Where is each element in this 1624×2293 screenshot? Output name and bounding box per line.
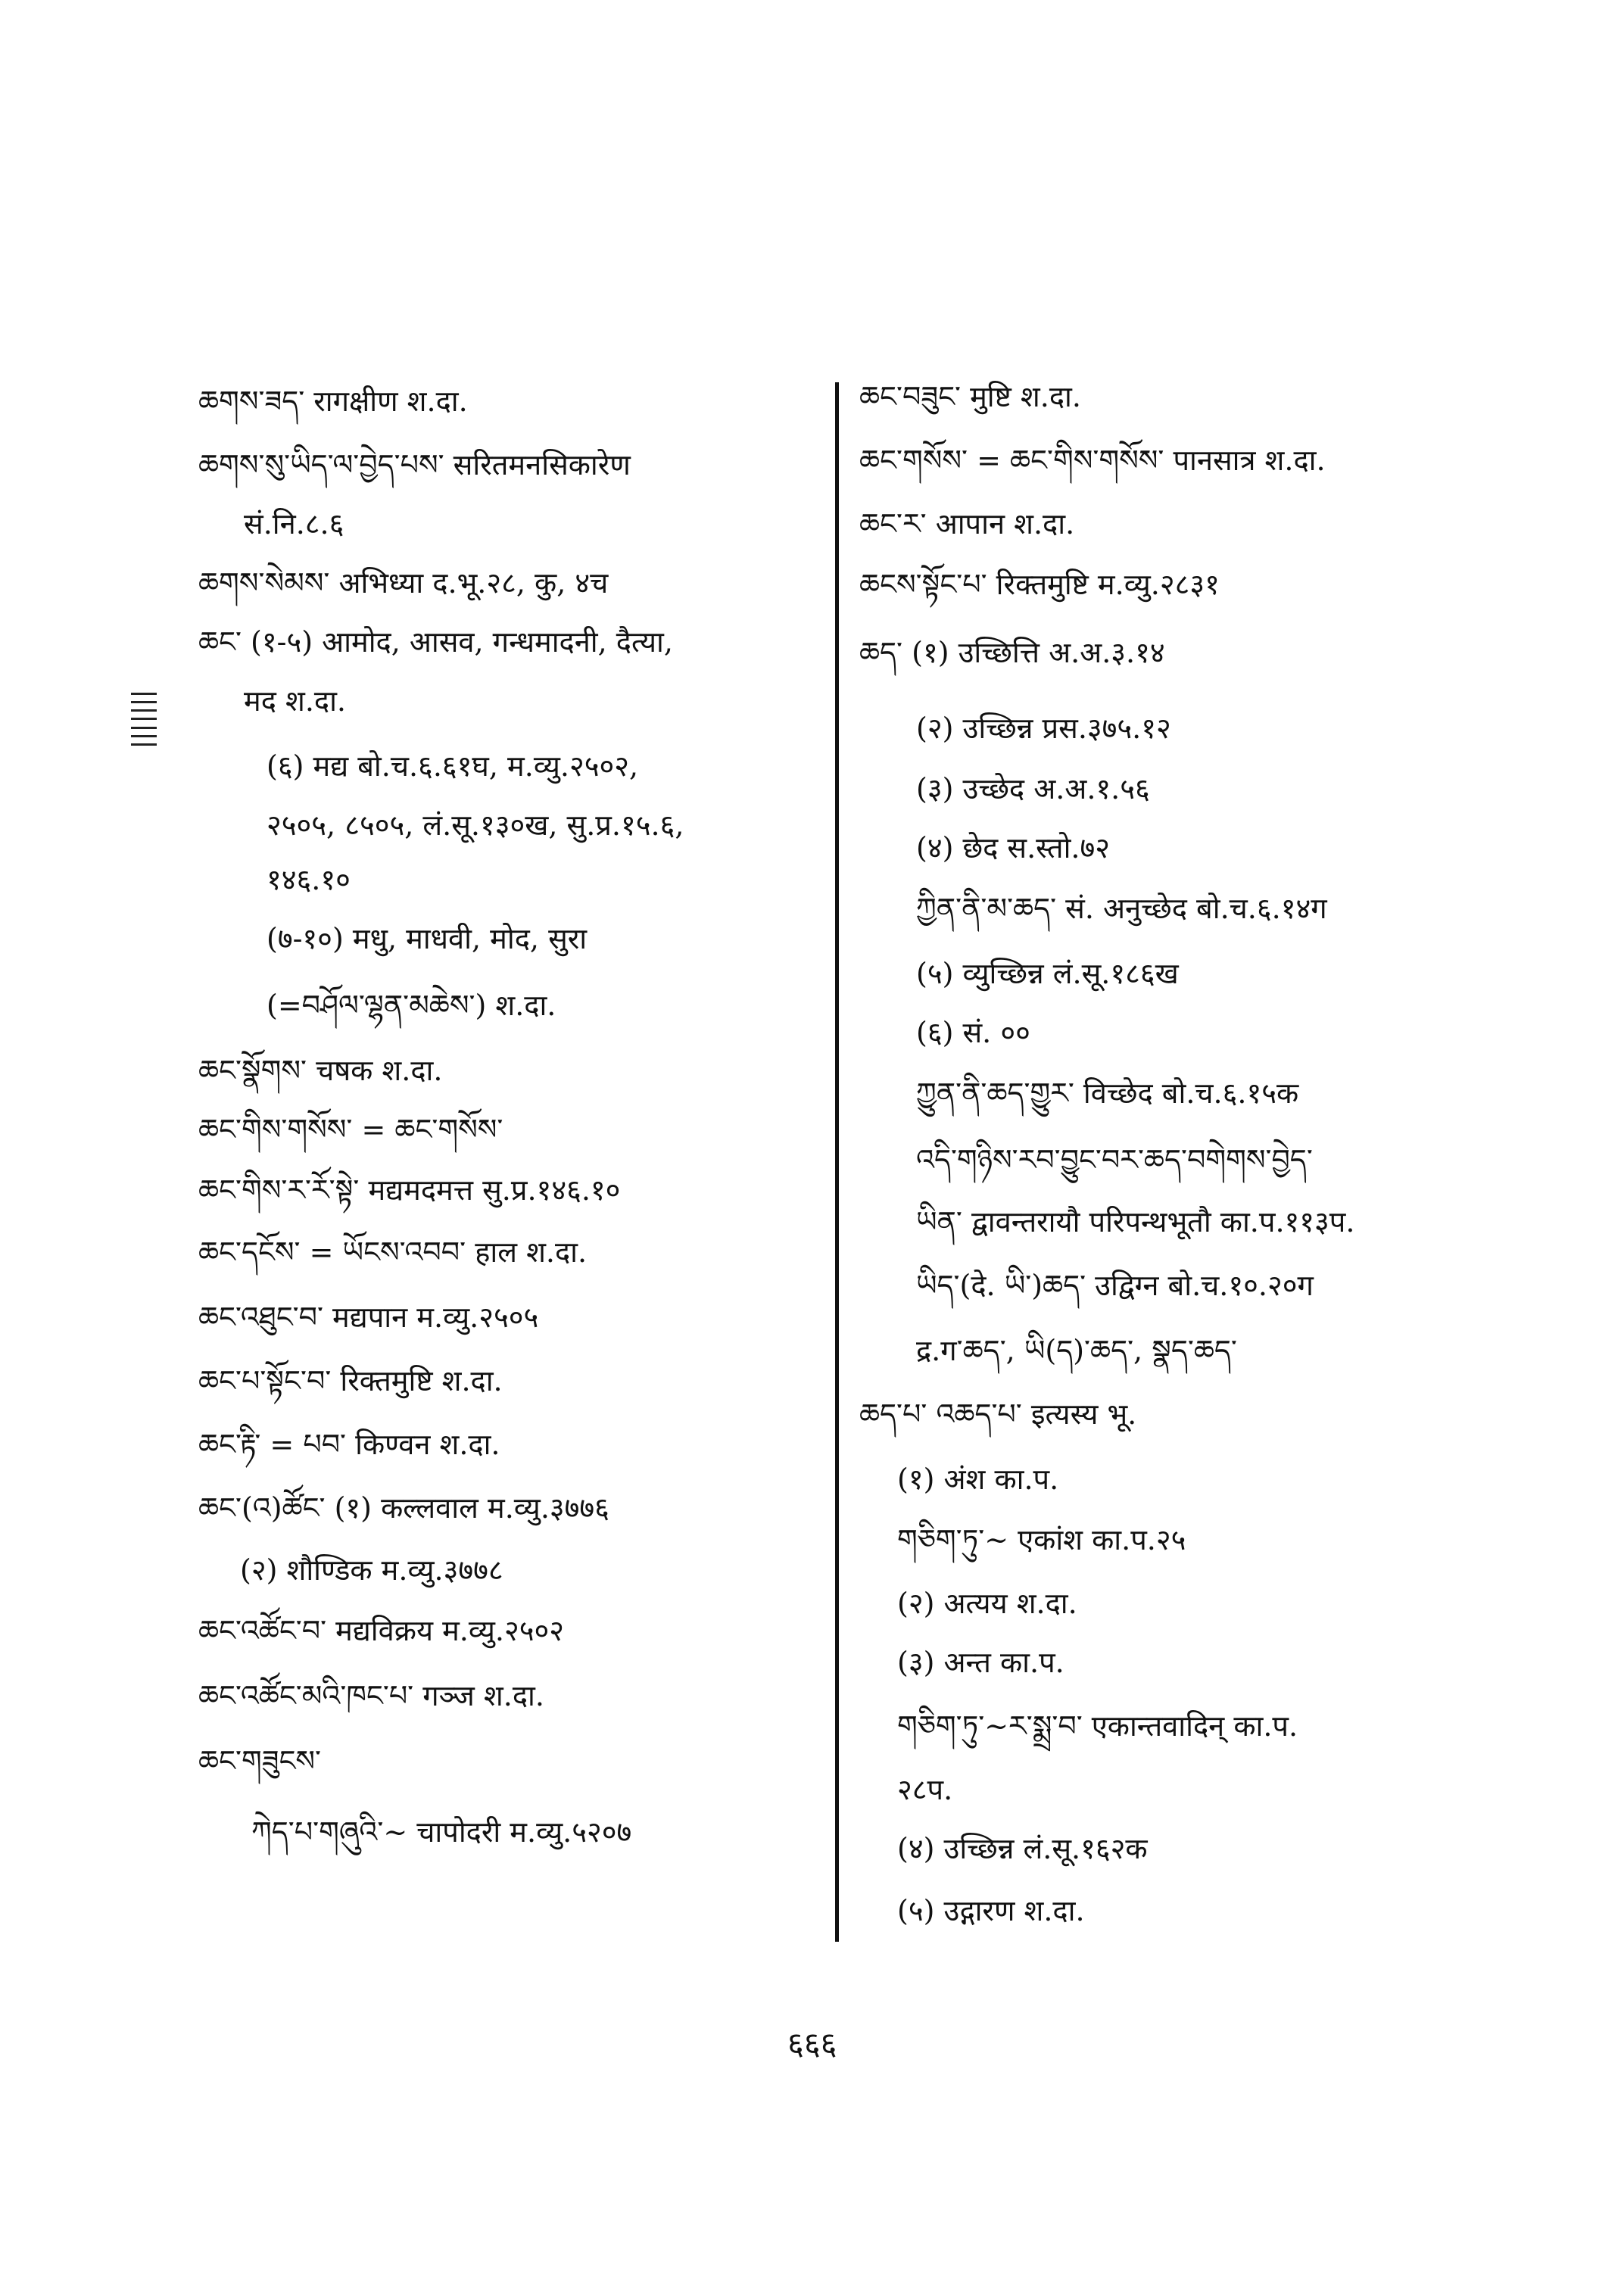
- right-entry-line: ཆང་གསོས་ = ཆང་གིས་གསོས་ पानसात्र श.दा.: [859, 444, 1326, 477]
- left-entry-line: ཆང་(འ)ཚོང་ (१) कल्लवाल म.व्यु.३७७६: [198, 1491, 609, 1525]
- left-entry-line: १४६.१०: [267, 863, 351, 896]
- left-entry-line: ཆང་འཚོང་མའི་ཁང་པ་ गञ्ज श.दा.: [198, 1679, 544, 1712]
- left-entry-line: (७-१०) मधु, माधवी, मोद, सुरा: [267, 922, 588, 955]
- left-entry-line: २५०५, ८५०५, लं.सू.१३०ख, सु.प्र.१५.६,: [267, 808, 684, 842]
- left-entry-line: ཆགས་སུ་ཡིད་ལ་བྱེད་པས་ सरितमनसिकारेण: [198, 448, 631, 481]
- right-entry-line: २८प.: [897, 1773, 953, 1806]
- right-entry-line: ཀྱུན་ནི་ཆད་གྱུར་ विच्छेद बो.च.६.१५क: [916, 1076, 1299, 1110]
- right-entry-line: (४) छेद स.स्तो.७२: [916, 831, 1111, 865]
- margin-mark: [131, 693, 157, 746]
- right-entry-line: ཡིན་ द्वावन्तरायौ परिपन्थभूतौ का.प.११३प.: [916, 1205, 1355, 1238]
- left-entry-line: मद श.दा.: [244, 684, 346, 718]
- column-divider: [835, 382, 839, 1942]
- right-entry-line: द्र.ग་ཆད་, ཡི(ད)་ཆད་, སྣད་ཆད་: [916, 1334, 1237, 1367]
- right-entry-line: ཡིད་(दे. ཡི་)ཆད་ उद्विग्न बो.च.१०.२०ग: [916, 1269, 1314, 1302]
- right-entry-line: (१) अंश का.प.: [897, 1463, 1059, 1496]
- left-entry-line: ཆང་གཟུངས་: [198, 1744, 322, 1777]
- right-entry-line: (३) अन्त का.प.: [897, 1646, 1064, 1679]
- right-entry-line: (३) उच्छेद अ.अ.१.५६: [916, 772, 1150, 805]
- left-entry-line: ཆགས་སེམས་ अभिध्या द.भू.२८, कु, ४च: [198, 566, 609, 600]
- left-entry-line: ཆང་པ་སྟོང་བ་ रिक्तमुष्टि श.दा.: [198, 1364, 503, 1397]
- left-entry-line: ཀེད་པ་གཞུའི་~ चापोदरी म.व्यु.५२०७: [251, 1815, 632, 1849]
- right-entry-line: ཆང་བཟུང་ मुष्टि श.दा.: [859, 380, 1081, 413]
- right-entry-line: (२) अत्यय श.दा.: [897, 1587, 1077, 1620]
- right-entry-line: གཅིག་ཏུ་~ एकांश का.प.२५: [897, 1523, 1186, 1556]
- right-entry-line: ཆངས་སྟོང་པ་ रिक्तमुष्टि म.व्यु.२८३१: [859, 568, 1220, 601]
- right-entry-line: ཀྱིན་ནི་མ་ཆད་ सं. अनुच्छेद बो.च.६.१४ग: [916, 892, 1327, 925]
- right-entry-line: (५) उद्गारण श.दा.: [897, 1894, 1085, 1927]
- right-entry-line: འདི་གཉིས་རབ་བྱུང་བར་ཆད་བགེགས་བྱེད་: [916, 1143, 1313, 1176]
- page-number: ६६६: [787, 2025, 837, 2062]
- right-entry-line: (६) सं. ००: [916, 1016, 1030, 1049]
- left-entry-line: ཆང་འཚོང་བ་ मद्यविक्रय म.व्यु.२५०२: [198, 1614, 565, 1647]
- left-entry-line: ཆང་རྟི་ = པབ་ किण्वन श.दा.: [198, 1428, 500, 1461]
- left-entry-line: (६) मद्य बो.च.६.६१घ, म.व्यु.२५०२,: [267, 749, 639, 783]
- left-entry-line: ཆང་གིས་གསོས་ = ཆང་གསོས་: [198, 1113, 503, 1146]
- right-entry-line: ཆད་ (१) उच्छित्ति अ.अ.३.१४: [859, 636, 1165, 669]
- right-entry-line: གཅིག་ཏུ་~ར་སྨྲ་བ་ एकान्तवादिन् का.प.: [897, 1709, 1298, 1743]
- left-entry-line: ཆང་དངོས་ = ཡོངས་འབབ་ हाल श.दा.: [198, 1235, 588, 1269]
- left-entry-line: ཆང་ (१-५) आमोद, आसव, गन्धमादनी, दैत्या,: [198, 625, 673, 659]
- left-entry-line: सं.नि.८.६: [244, 507, 344, 541]
- right-entry-line: (५) व्युच्छिन्न लं.सू.१८६ख: [916, 957, 1179, 990]
- left-entry-line: (२) शौण्डिक म.व्यु.३७७८: [240, 1553, 503, 1587]
- left-entry-line: ཆང་སྣོགས་ चषक श.दा.: [198, 1054, 443, 1087]
- left-entry-line: ཆང་འཐུང་བ་ मद्यपान म.व्यु.२५०५: [198, 1301, 539, 1334]
- right-entry-line: ཆད་པ་ འཆད་པ་ इत्यस्य भू.: [859, 1397, 1137, 1431]
- right-entry-line: (४) उच्छिन्न लं.सू.१६२क: [897, 1832, 1148, 1865]
- right-entry-line: ཆང་ར་ आपान श.दा.: [859, 507, 1075, 541]
- left-entry-line: ཆགས་ཟད་ रागक्षीण श.दा.: [198, 385, 468, 418]
- left-entry-line: (=བཤོལ་ལྷན་མཆེས་) श.दा.: [267, 989, 556, 1022]
- left-entry-line: ཆང་གིས་ར་རོ་སྟེ་ मद्यमदमत्त सु.प्र.१४६.१०: [198, 1173, 621, 1207]
- right-entry-line: (२) उच्छिन्न प्रस.३७५.१२: [916, 712, 1171, 745]
